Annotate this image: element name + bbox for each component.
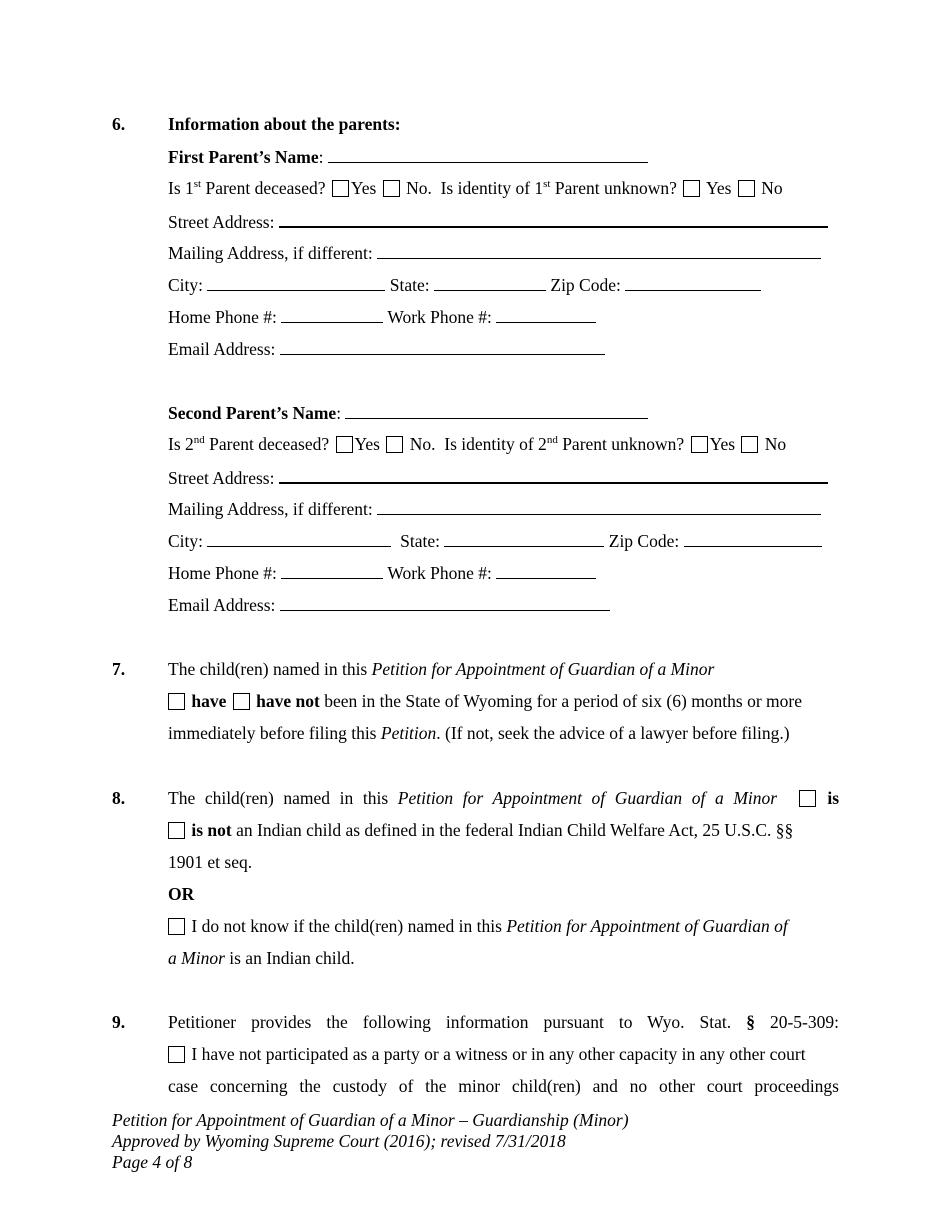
first-street-row [168,209,828,233]
first-parent-deceased-row [168,177,783,199]
s8-text: I do not know if the child(ren) named in this [187,916,507,936]
have-not-checkbox[interactable] [233,693,250,710]
no-label: No. [406,178,432,198]
petition-title: Petition for Appointment of Guardian of [506,916,788,936]
no-label: No [761,178,783,198]
first-zip-field[interactable] [625,273,761,291]
section-number: 6. [112,114,126,134]
home-phone-label: Home Phone #: [168,307,277,327]
second-deceased-yes-checkbox[interactable] [336,436,353,453]
state-label: State: [400,531,440,551]
first-deceased-yes-checkbox[interactable] [332,180,349,197]
second-city-field[interactable] [207,529,391,547]
first-parent-name-field[interactable] [328,145,648,163]
section-number: 7. [112,659,126,679]
first-parent-name-label: First Parent’s Name [168,147,319,167]
deceased-post: Parent deceased? [201,178,326,198]
s7-text: been in the State of Wyoming for a period of six (6) months or more [319,691,803,711]
no-label: No. [409,434,436,454]
s9-line3 [168,1075,839,1097]
s9-text: I have not participated as a party or a witness or in any other capacity in any other court [191,1044,806,1064]
first-city-field[interactable] [207,273,385,291]
section-heading: Information about the parents: [168,114,401,134]
s9-text: Petitioner provides the following information pursuant to Wyo. Stat. [168,1012,747,1032]
s9-line1 [168,1011,839,1033]
s8-text: The child(ren) named in this [168,788,398,808]
s8-line2 [168,819,793,841]
s7-text: The child(ren) named in this [168,659,372,679]
second-unknown-no-checkbox[interactable] [741,436,758,453]
unknown-pre: Is identity of 1 [440,178,544,198]
s8-line5 [168,947,355,969]
first-email-row [168,337,605,360]
first-state-field[interactable] [434,273,546,291]
s7-text: immediately before filing this [168,723,381,743]
second-mailing-field[interactable] [377,497,821,515]
unknown-pre: Is identity of 2 [444,434,547,454]
ordinal: st [193,178,202,191]
is-label: is [827,788,840,808]
first-city-row [168,273,761,296]
city-label: City: [168,275,204,295]
is-checkbox[interactable] [799,790,816,807]
unknown-post: Parent unknown? [550,178,677,198]
not-participated-checkbox[interactable] [168,1046,185,1063]
yes-label: Yes [350,178,377,198]
ordinal: nd [193,434,205,447]
street-label: Street Address: [168,468,275,488]
second-email-field[interactable] [280,593,610,611]
second-street-row [168,465,828,489]
second-city-row [168,529,822,552]
petition-title: Petition for Appointment of Guardian of a Minor [397,788,778,808]
second-unknown-yes-checkbox[interactable] [691,436,708,453]
street-label: Street Address: [168,212,275,232]
email-label: Email Address: [168,595,276,615]
ordinal: st [543,178,551,191]
first-street-field[interactable] [279,209,828,228]
s7-line1 [168,658,714,680]
s8-line1 [168,787,839,809]
yes-label: Yes [709,434,736,454]
petition-title: a Minor [168,948,225,968]
s7-line2 [168,690,802,712]
is-not-checkbox[interactable] [168,822,185,839]
first-mailing-row [168,241,821,264]
have-label: have [191,691,227,711]
zip-label: Zip Code: [608,531,680,551]
s9-text: 20-5-309: [754,1012,839,1032]
second-street-field[interactable] [279,465,828,484]
zip-label: Zip Code: [550,275,621,295]
s7-line3 [168,722,790,744]
second-zip-field[interactable] [684,529,822,547]
first-parent-name-row: First Parent’s Name: [168,145,648,168]
second-email-row [168,593,610,616]
city-label: City: [168,531,204,551]
first-email-field[interactable] [280,337,605,355]
work-phone-label: Work Phone #: [387,563,492,583]
first-unknown-no-checkbox[interactable] [738,180,755,197]
deceased-post: Parent deceased? [204,434,330,454]
deceased-pre: Is 2 [168,434,194,454]
second-home-phone-field[interactable] [281,561,383,579]
home-phone-label: Home Phone #: [168,563,277,583]
have-checkbox[interactable] [168,693,185,710]
first-home-phone-field[interactable] [281,305,383,323]
mailing-label: Mailing Address, if different: [168,243,373,263]
work-phone-label: Work Phone #: [387,307,492,327]
s8-line4 [168,915,788,937]
second-phone-row [168,561,596,584]
second-work-phone-field[interactable] [496,561,596,579]
second-deceased-no-checkbox[interactable] [386,436,403,453]
second-parent-name-label: Second Parent’s Name [168,403,337,423]
s8-line3: 1901 et seq. [168,852,253,872]
do-not-know-checkbox[interactable] [168,918,185,935]
email-label: Email Address: [168,339,276,359]
unknown-post: Parent unknown? [557,434,685,454]
second-parent-deceased-row [168,433,786,455]
or-label: OR [168,884,195,904]
no-label: No [764,434,787,454]
yes-label: Yes [354,434,380,454]
section-number: 9. [112,1012,126,1032]
first-mailing-field[interactable] [377,241,821,259]
first-phone-row [168,305,596,328]
second-mailing-row [168,497,821,520]
footer-title: Petition for Appointment of Guardian of a Minor – Guardianship (Minor) [112,1110,629,1130]
first-unknown-yes-checkbox[interactable] [683,180,700,197]
second-parent-name-row: Second Parent’s Name: [168,401,648,424]
second-parent-name-field[interactable] [345,401,648,419]
mailing-label: Mailing Address, if different: [168,499,373,519]
footer-approval: Approved by Wyoming Supreme Court (2016); revised 7/31/2018 [112,1131,566,1151]
petition-word: Petition [380,723,437,743]
first-work-phone-field[interactable] [496,305,596,323]
s9-line2 [168,1043,806,1065]
state-label: State: [389,275,430,295]
first-deceased-no-checkbox[interactable] [383,180,400,197]
petition-title: Petition for Appointment of Guardian of a Minor [371,659,715,679]
section-number: 8. [112,788,126,808]
s9-text: case concerning the custody of the minor child(ren) and no other court proceedings [168,1076,839,1096]
yes-label: Yes [705,178,732,198]
second-state-field[interactable] [444,529,604,547]
s8-text: an Indian child as defined in the federal Indian Child Welfare Act, 25 U.S.C. §§ [231,820,794,840]
footer-page-number: Page 4 of 8 [112,1152,193,1172]
deceased-pre: Is 1 [168,178,194,198]
have-not-label: have not [256,691,320,711]
is-not-label: is not [191,820,232,840]
s8-text: is an Indian child. [224,948,355,968]
section-symbol: § [746,1012,755,1032]
s7-text: . (If not, seek the advice of a lawyer before filing.) [436,723,790,743]
ordinal: nd [546,434,558,447]
